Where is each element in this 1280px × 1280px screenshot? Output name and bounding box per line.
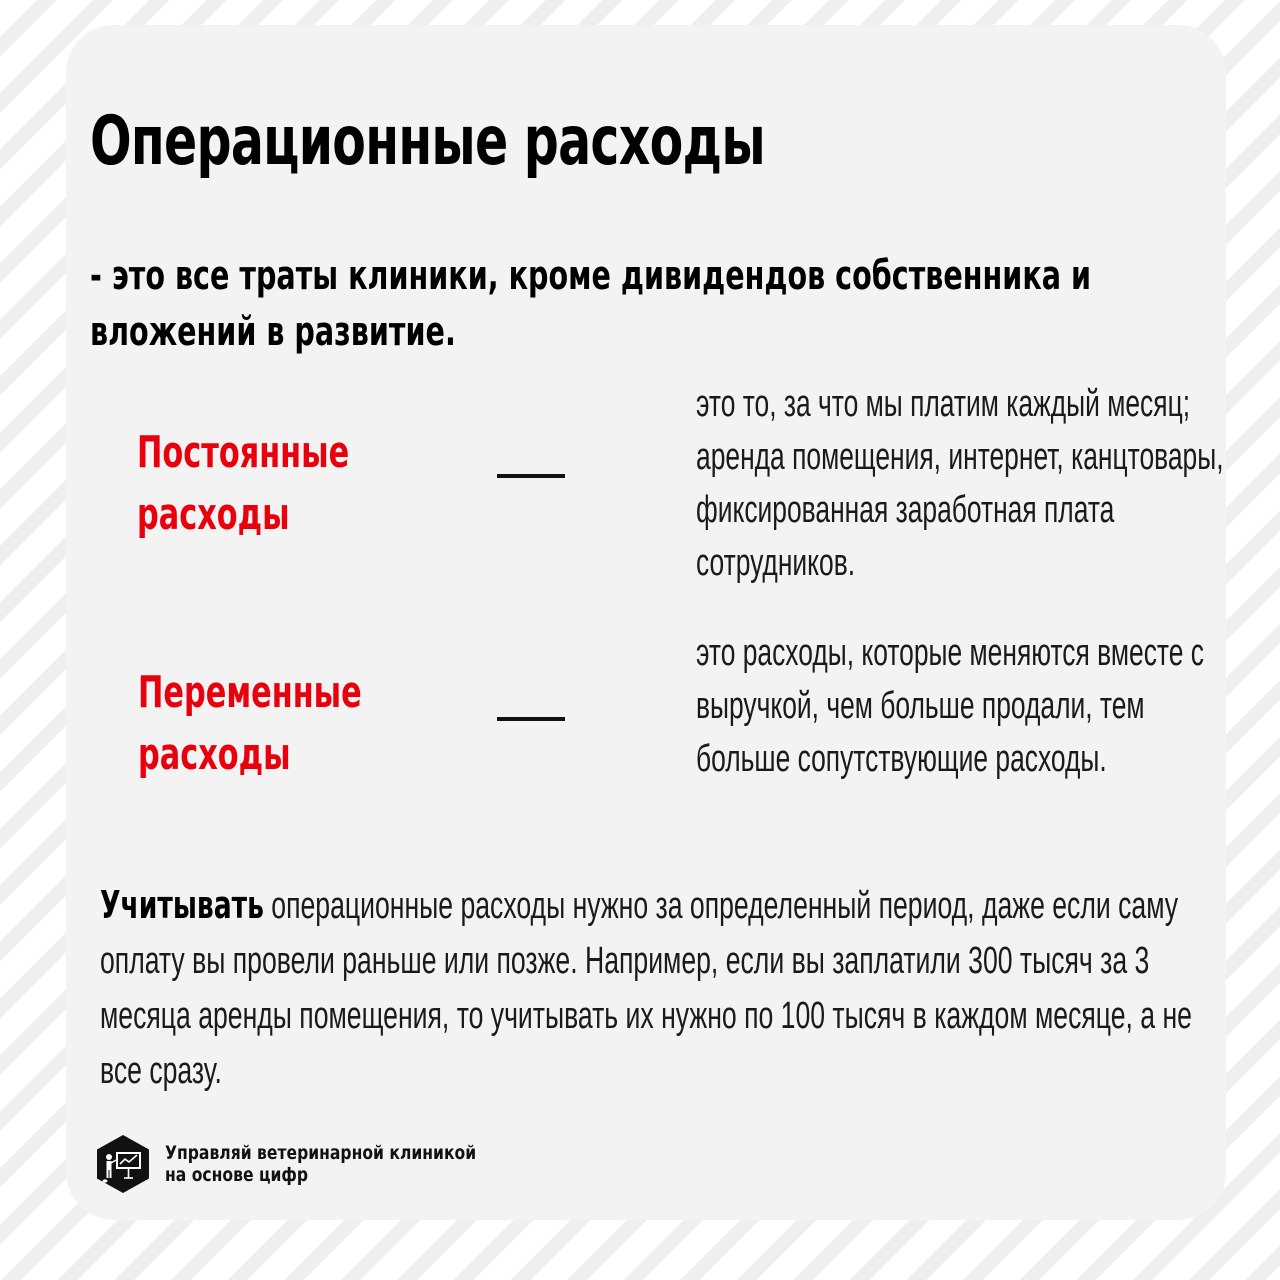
accounting-note — [100, 878, 1220, 1099]
brand-tagline-line-1: Управляй ветеринарной клиникой — [165, 1142, 477, 1164]
brand-tagline-line-2: на основе цифр — [165, 1164, 309, 1186]
term-variable-costs: Переменные расходы — [138, 667, 362, 780]
note-body: операционные расходы нужно за определенный период, даже если саму оплату вы провели раньше или позже. Например, если вы заплатили 300 тысяч за 3 месяца аренды помещения, то учитывать их нужно по 100 тысяч в каждом месяце, а не все сразу. — [100, 885, 1192, 1092]
term-fixed-costs: Постоянные расходы — [137, 427, 350, 540]
definition-fixed-costs: это то, за что мы платим каждый месяц; аренда помещения, интернет, канцтовары, фиксированная заработная плата сотрудников. — [696, 383, 1224, 584]
note-lead-word: Учитывать — [100, 883, 264, 927]
definition-intro: - это все траты клиники, кроме дивидендов собственника и вложений в развитие. — [90, 253, 1092, 355]
hexagon-presentation-icon — [96, 1134, 150, 1194]
definition-variable-costs: это расходы, которые меняются вместе с выручкой, чем больше продали, тем больше сопутствующие расходы. — [696, 632, 1204, 780]
dash-divider — [497, 717, 565, 721]
page-title: Операционные расходы — [90, 102, 765, 181]
dash-divider — [497, 474, 565, 478]
brand-footer — [96, 1134, 496, 1198]
brand-tagline — [165, 1142, 534, 1186]
